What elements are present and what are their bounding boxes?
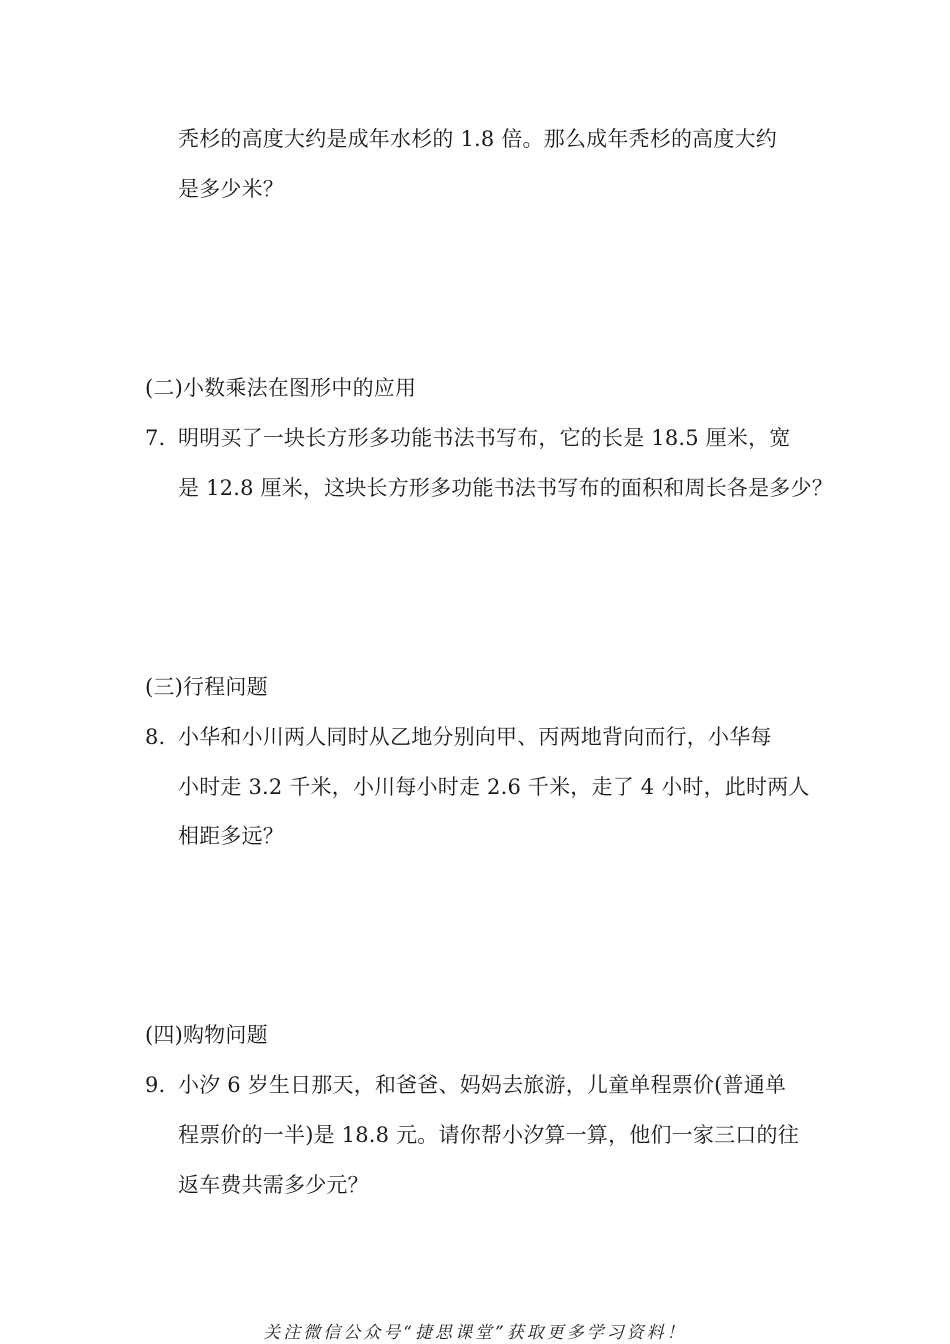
question-9-number: 9. (145, 1073, 166, 1097)
question-8-line1: 小华和小川两人同时从乙地分别向甲、丙两地背向而行，小华每 (178, 725, 772, 749)
question-8-line3: 相距多远？ (178, 824, 284, 848)
q6-continuation-line2: 是多少米？ (178, 177, 284, 201)
section-heading-2: (二)小数乘法在图形中的应用 (145, 376, 417, 400)
section-heading-3: (三)行程问题 (145, 675, 268, 699)
question-9-line1: 小汐 6 岁生日那天，和爸爸、妈妈去旅游，儿童单程票价(普通单 (178, 1073, 787, 1097)
question-7-line2: 是 12.8 厘米，这块长方形多功能书法书写布的面积和周长各是多少？ (178, 476, 833, 500)
question-8-number: 8. (145, 725, 166, 749)
q6-continuation-line1: 秃杉的高度大约是成年水杉的 1.8 倍。那么成年秃杉的高度大约 (178, 127, 777, 151)
question-8-line2: 小时走 3.2 千米，小川每小时走 2.6 千米，走了 4 小时，此时两人 (178, 775, 810, 799)
question-9-line3: 返车费共需多少元？ (178, 1173, 369, 1197)
question-9-line2: 程票价的一半)是 18.8 元。请你帮小汐算一算，他们一家三口的往 (178, 1123, 799, 1147)
footer-promo-text: 关注微信公众号“捷思课堂”获取更多学习资料！ (263, 1323, 687, 1343)
question-7-number: 7. (145, 426, 166, 450)
section-heading-4: (四)购物问题 (145, 1023, 268, 1047)
question-7-line1: 明明买了一块长方形多功能书法书写布，它的长是 18.5 厘米，宽 (178, 426, 791, 450)
